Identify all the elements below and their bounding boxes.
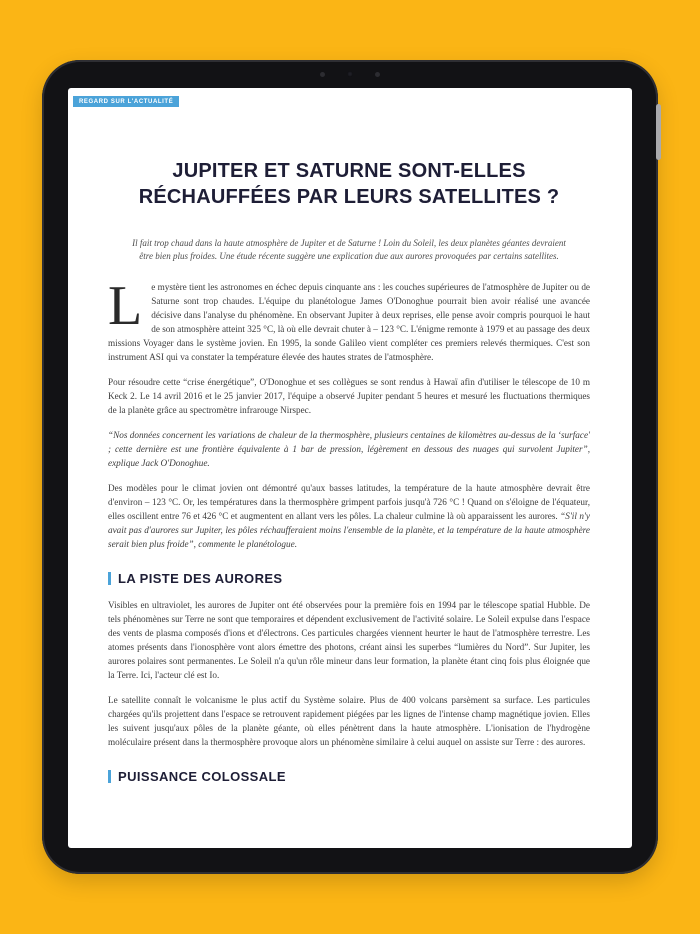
- accent-bar-icon: [108, 572, 111, 585]
- article-title: JUPITER ET SATURNE SONT-ELLES RÉCHAUFFÉES PAR LEURS SATELLITES ?: [138, 160, 560, 209]
- tablet-device: [42, 60, 658, 874]
- paragraph-5: Visibles en ultraviolet, les aurores de Jupiter ont été observées pour la première fois en 1994 par le télescope spatial Hubble. De tels phénomènes sur Terre ne sont que temporaires et dépendent exclusivement de l'activité solaire. Le Soleil expulse dans l'espace des vents de plasma composés d'ions et d'électrons. Ces particules chargées viennent heurter le haut de l'atmosphère terrestre. Les atomes présents dans l'ionosphère vont alors émettre des photons, créant ainsi les superbes “lumières du Nord”. Sur Jupiter, les aurores polaires sont permanentes. Le Soleil n'a qu'un rôle mineur dans leur formation, la planète étant cinq fois plus éloignée que la Terre. Ici, l'acteur clé est Io.: [108, 599, 590, 680]
- paragraph-4-text: Des modèles pour le climat jovien ont démontré qu'aux basses latitudes, la température de la haute atmosphère devrait être d'environ – 123 °C. Or, les températures dans la thermosphère grimpent parfois jusqu'à 726 °C ! Quand on s'éloigne de l'équateur, elles oscillent entre 76 et 426 °C et augmentent en allant vers les pôles. La chaleur culmine là où apparaissent les aurores.: [108, 482, 590, 521]
- section-heading-aurores-label: LA PISTE DES AURORES: [118, 570, 283, 586]
- camera-icon: [347, 71, 353, 77]
- paragraph-6: Le satellite connaît le volcanisme le plus actif du Système solaire. Plus de 400 volcans parsèment sa surface. Les particules chargées qu'ils projettent dans l'espace se retrouvent rapidement piégées par les lignes de l'intense champ magnétique jovien. Elles les suivent jusqu'aux pôles de la planète géante, où elles pénètrent dans la haute atmosphère. L'ionisation de l'hydrogène moléculaire présent dans la thermosphère provoque alors un phénomène similaire à celui auquel on assiste sur Terre : des aurores.: [108, 694, 590, 747]
- paragraph-4-quote: “S'il n'y avait pas d'aurores sur Jupiter, les pôles réchaufferaient moins l'ensemble de la planète, et la température de la haute atmosphère serait bien plus froide”, commente le planétologue.: [108, 510, 590, 549]
- paragraph-1-text: e mystère tient les astronomes en échec depuis cinquante ans : les couches supérieures de l'atmosphère de Jupiter ou de Saturne sont trop chaudes. L'équipe du planétologue James O'Donoghue pourrait bien avoir réalisé une avancée décisive dans l'analyse du phénomène. En observant Jupiter à deux reprises, elle pense avoir compris pourquoi le haut de son atmosphère atteint 325 °C, là où elle devrait chuter à – 123 °C. L'énigme remonte à 1979 et au passage des deux missions Voyager dans le système jovien. En 1995, la sonde Galileo vient compléter ces premiers relevés thermiques. C'est son instrument ASI qui va constater la température élevée des hautes strates de l'atmosphère.: [108, 281, 590, 362]
- tablet-screen[interactable]: [68, 88, 632, 848]
- sensor-dot: [375, 72, 380, 77]
- paragraph-2: Pour résoudre cette “crise énergétique”, O'Donoghue et ses collègues se sont rendus à Hawaï afin d'utiliser le télescope de 10 m Keck 2. Le 14 avril 2016 et le 25 janvier 2017, l'équipe a observé Jupiter pendant 5 heures et mesuré les fluctuations thermiques de la planète grâce au spectromètre infrarouge Nirspec.: [108, 376, 590, 415]
- accent-bar-icon: [108, 770, 111, 783]
- quote-paragraph: “Nos données concernent les variations de chaleur de la thermosphère, plusieurs centaines de kilomètres au-dessus de la ‘surface' ; cette dernière est une frontière équivalente à 1 bar de pression, légèrement en dessous des nuages qui survolent Jupiter”, explique Jack O'Donoghue.: [108, 429, 590, 468]
- section-heading-puissance: [108, 769, 590, 784]
- paragraph-1: [108, 274, 590, 364]
- drop-cap: L: [108, 274, 143, 337]
- article-content: [68, 88, 632, 784]
- section-heading-puissance-label: PUISSANCE COLOSSALE: [118, 768, 286, 784]
- article-intro: Il fait trop chaud dans la haute atmosphère de Jupiter et de Saturne ! Loin du Soleil, les deux planètes géantes devraient être bien plus froides. Une étude récente suggère une explication due aux aurores provoquées par certains satellites.: [132, 237, 566, 262]
- section-heading-aurores: [108, 571, 590, 586]
- paragraph-4: [108, 481, 590, 551]
- camera-sensor-row: [320, 70, 380, 78]
- power-button: [656, 104, 661, 160]
- ambient-sensor-dot: [320, 72, 325, 77]
- category-badge: REGARD SUR L'ACTUALITÉ: [73, 96, 179, 107]
